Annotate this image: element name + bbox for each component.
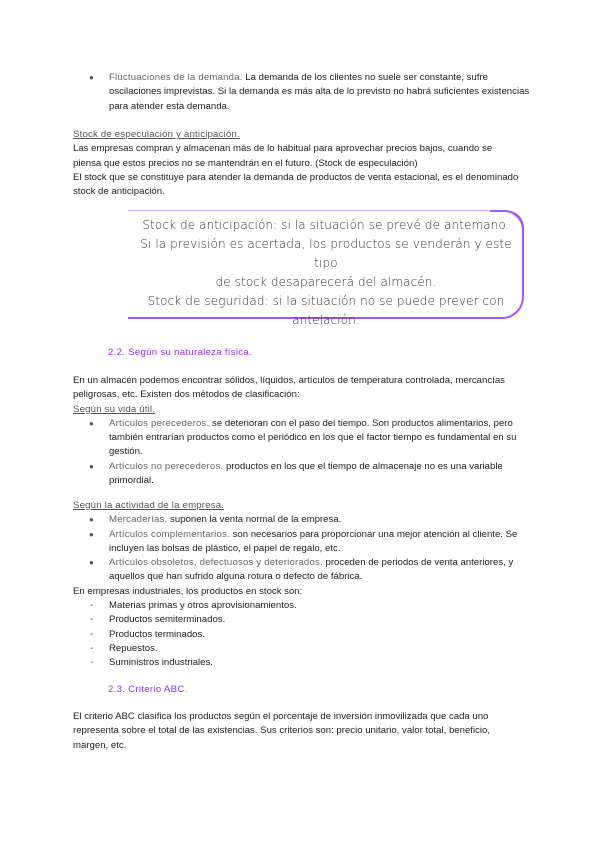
- industrial-intro: En empresas industriales, los productos en stock son:: [73, 585, 303, 597]
- item-term: Artículos perecederos.: [109, 417, 210, 429]
- item-text: proceden de periodos de venta anteriores, y aquellos que han sufrido alguna rotura o defecto de fábrica.: [109, 557, 514, 583]
- list-item: [73, 71, 535, 114]
- actividad-block: [73, 499, 529, 671]
- list-item: - Suministros industriales.: [73, 656, 529, 670]
- list-item: [73, 417, 529, 460]
- section-2-3-body: [73, 710, 523, 753]
- speculation-heading: Stock de especulación y anticipación.: [73, 129, 240, 140]
- vida-util-heading: Según su vida útil.: [73, 403, 156, 415]
- speculation-section: [73, 128, 523, 199]
- bullet-term: Fluctuaciones de la demanda.: [109, 72, 243, 83]
- section-2-3-text: El criterio ABC clasifica los productos según el porcentaje de inversión inmovilizada que cada uno representa sobre el total de las existencias. Sus criterios son: precio unitario, valor total, beneficio, margen, etc.: [73, 711, 491, 751]
- list-item: [73, 513, 529, 527]
- section-2-2-body: [73, 374, 529, 488]
- actividad-list: [73, 513, 529, 584]
- note-line-5: antelación.: [292, 313, 360, 327]
- list-item: [73, 528, 529, 557]
- bullet-text: La demanda de los clientes no suele ser constante, sufre oscilaciones imprevistas. Si la demanda es más alta de lo previsto no habrá suficientes existencias para atender esta demanda.: [109, 72, 530, 112]
- industrial-list: [73, 599, 529, 670]
- section-2-2-intro: En un almacén podemos encontrar sólidos, líquidos, artículos de temperatura controlada, mercancías peligrosas, etc. Existen dos métodos de clasificación:: [73, 375, 505, 401]
- item-term: Artículos no perecederos.: [109, 460, 224, 472]
- list-item: - Productos semiterminados.: [73, 613, 529, 627]
- list-item: - Materias primas y otros aprovisionamientos.: [73, 599, 529, 613]
- item-term: Artículos obsoletos, defectuosos y deteriorados.: [109, 557, 323, 569]
- intro-bullet-block: [73, 71, 535, 114]
- note-box-text: [140, 216, 512, 330]
- vida-util-list: [73, 417, 529, 488]
- note-line-1: Stock de anticipación: si la situación se prevé de antemano.: [142, 218, 510, 232]
- item-term: Artículos complementarios.: [109, 528, 230, 540]
- item-text: productos en los que el tiempo de almacenaje no es una variable primordial.: [109, 460, 503, 487]
- list-item: - Repuestos.: [73, 642, 529, 656]
- note-line-3: de stock desaparecerá del almacén.: [215, 275, 437, 289]
- section-2-3-title: 2.3. Criterio ABC.: [108, 684, 188, 695]
- item-text: son necesarios para proporcionar una mejor atención al cliente. Se incluyen las bolsas de plástico, el papel de regalo, etc.: [109, 528, 518, 554]
- list-item: [73, 556, 529, 585]
- note-line-2: Si la previsión es acertada, los productos se venderán y este tipo: [140, 237, 512, 270]
- list-item: [73, 460, 529, 489]
- note-line-4: Stock de seguridad: si la situación no se puede prever con: [147, 294, 505, 308]
- section-2-2-title: 2.2. Según su naturaleza física.: [108, 347, 252, 358]
- speculation-paragraph-2: El stock que se constituye para atender la demanda de productos de venta estacional, es el denominado stock de anticipación.: [73, 171, 519, 198]
- item-text: suponen la venta normal de la empresa.: [167, 514, 342, 526]
- note-box-top-line: [128, 210, 508, 211]
- list-item: - Productos terminados.: [73, 628, 529, 642]
- item-text: se deterioran con el paso del tiempo. Son productos alimentarios, pero también entrarían productos como el periódico en los que el factor tiempo es fundamental en su gestión.: [109, 417, 517, 458]
- speculation-paragraph-1: Las empresas compran y almacenan más de lo habitual para aprovechar precios bajos, cuando se piensa que estos precios no se mantendrán en el futuro. (Stock de especulación): [73, 143, 493, 169]
- item-term: Mercaderías.: [109, 514, 168, 526]
- actividad-heading: Según la actividad de la empresa.: [73, 500, 225, 511]
